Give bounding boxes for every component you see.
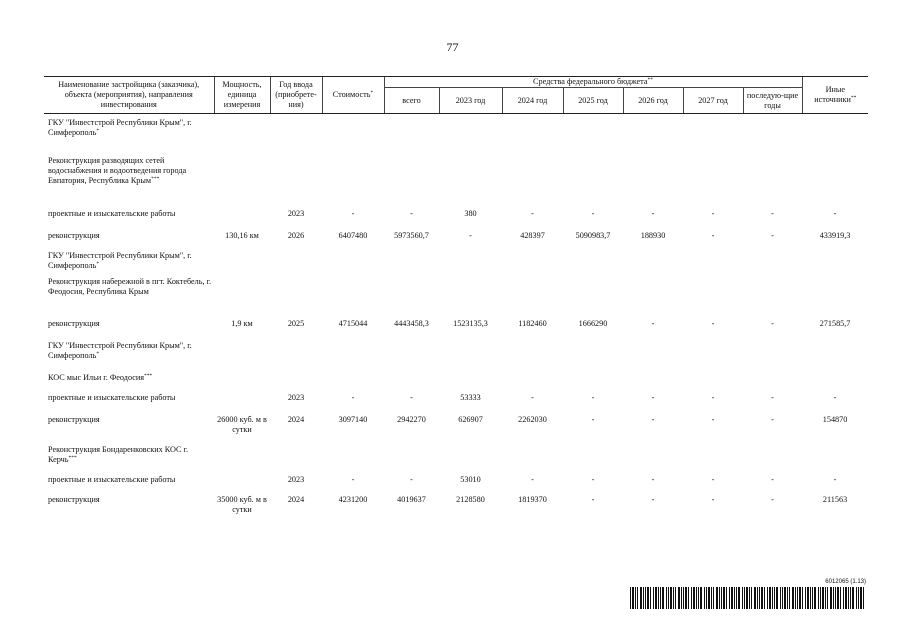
header-other-sources: Иные источники** — [802, 77, 868, 114]
cell-0 — [214, 389, 270, 411]
cell-7: - — [651, 414, 655, 424]
cell-6: - — [591, 474, 595, 484]
cell-0 — [214, 205, 270, 227]
cell-0: 1,9 км — [231, 318, 253, 328]
barcode-bar — [782, 587, 783, 609]
cell-3: 4443458,3 — [394, 318, 429, 328]
header-sub-4: 2026 год — [623, 88, 683, 114]
header-capacity: Мощность, единица измерения — [214, 77, 270, 114]
barcode-bar — [698, 587, 699, 609]
barcode-bar — [767, 587, 768, 609]
barcode-bar — [668, 587, 669, 609]
barcode-bar — [830, 587, 832, 609]
header-sub-0: всего — [384, 88, 439, 114]
barcode-bar — [799, 587, 801, 609]
barcode-bar — [764, 587, 765, 609]
barcode-bar — [685, 587, 687, 609]
table-row — [44, 491, 868, 515]
row-name: Реконструкция Бондаренковских КОС г. Керчь*** — [48, 444, 189, 464]
barcode-bar — [848, 587, 849, 609]
cell-9: - — [771, 208, 774, 218]
page-number: 77 — [446, 40, 459, 54]
row-name: проектные и изыскательские работы — [48, 474, 176, 484]
barcode-bar — [647, 587, 649, 609]
row-name: реконструкция — [48, 230, 100, 240]
cell-7: - — [651, 392, 655, 402]
cell-3: - — [410, 392, 413, 402]
barcode-bar — [746, 587, 748, 609]
cell-5: - — [531, 474, 534, 484]
section-row — [44, 337, 868, 369]
barcode-bar — [795, 587, 796, 609]
cell-5: - — [531, 392, 534, 402]
header-sub-1: 2023 год — [439, 88, 502, 114]
row-name: реконструкция — [48, 494, 100, 504]
barcode-bar — [820, 587, 821, 609]
cell-7: 188930 — [640, 230, 666, 240]
cell-10: 271585,7 — [819, 318, 851, 328]
header-cost: Стоимость* — [322, 77, 384, 114]
cell-8: - — [711, 392, 715, 402]
cell-1: 2023 — [287, 208, 305, 218]
cell-10: 211563 — [822, 494, 848, 504]
row-name: проектные и изыскательские работы — [48, 392, 176, 402]
cell-2: 4715044 — [338, 318, 368, 328]
barcode-bar — [863, 587, 864, 609]
cell-9: - — [771, 230, 774, 240]
cell-2: 3097140 — [338, 414, 368, 424]
cell-7: - — [651, 208, 655, 218]
table-row — [44, 471, 868, 491]
barcode-bar — [711, 587, 712, 609]
barcode-bar — [814, 587, 816, 609]
barcode-bar — [708, 587, 710, 609]
cell-8: - — [711, 208, 715, 218]
barcode-bar — [774, 587, 775, 609]
barcode-bar — [742, 587, 743, 609]
barcode-bar — [772, 587, 773, 609]
row-name: ГКУ "Инвестстрой Республики Крым", г. Симферополь* — [48, 250, 192, 270]
barcode-bar — [721, 587, 722, 609]
table-row — [44, 389, 868, 411]
row-name: ГКУ "Инвестстрой Республики Крым", г. Симферополь* — [48, 340, 192, 360]
cell-8: - — [711, 494, 715, 504]
cell-8: - — [711, 230, 715, 240]
cell-10: - — [833, 392, 837, 402]
cell-3: - — [410, 208, 413, 218]
cell-4: 626907 — [458, 414, 483, 424]
barcode-bar — [759, 587, 760, 609]
barcode — [630, 579, 866, 609]
barcode-bar — [691, 587, 692, 609]
barcode-bar — [673, 587, 674, 609]
barcode-bar — [784, 587, 786, 609]
barcode-bar — [860, 587, 862, 609]
section-row — [44, 114, 868, 152]
barcode-bar — [723, 587, 725, 609]
header-year: Год ввода (приобрете-ния) — [270, 77, 322, 114]
cell-1: 2024 — [287, 494, 305, 504]
cell-0 — [214, 471, 270, 491]
header-sub-5: 2027 год — [683, 88, 743, 114]
barcode-label: 6012065 (1.13) — [825, 579, 866, 585]
barcode-bar — [827, 587, 828, 609]
cell-4: 53333 — [460, 392, 481, 402]
section-row — [44, 152, 868, 205]
cell-3: - — [410, 474, 413, 484]
cell-10: - — [833, 474, 837, 484]
barcode-bar — [856, 587, 857, 609]
barcode-bar — [700, 587, 702, 609]
cell-6: 5090983,7 — [575, 230, 611, 240]
barcode-bar — [706, 587, 707, 609]
barcode-bar — [729, 587, 730, 609]
cell-9: - — [771, 414, 774, 424]
barcode-bar — [858, 587, 859, 609]
cell-1: 2023 — [287, 474, 305, 484]
barcode-bar — [635, 587, 636, 609]
cell-9: - — [771, 318, 774, 328]
cell-2: - — [351, 208, 355, 218]
cell-3: 5973560,7 — [394, 230, 429, 240]
cell-1: 2024 — [287, 414, 305, 424]
barcode-bar — [810, 587, 811, 609]
barcode-bar — [797, 587, 798, 609]
cell-6: - — [591, 494, 595, 504]
cell-2: 6407480 — [338, 230, 368, 240]
barcode-bar — [640, 587, 642, 609]
row-name: проектные и изыскательские работы — [48, 208, 176, 218]
barcode-bar — [670, 587, 672, 609]
barcode-bars — [630, 587, 866, 609]
cell-5: - — [531, 208, 534, 218]
cell-5: 1182460 — [518, 318, 547, 328]
cell-5: 2262030 — [518, 414, 547, 424]
barcode-bar — [792, 587, 794, 609]
table-row — [44, 227, 868, 247]
barcode-bar — [688, 587, 689, 609]
barcode-bar — [658, 587, 659, 609]
header-sub-6: последую-щие годы — [743, 88, 802, 114]
barcode-bar — [825, 587, 826, 609]
table-row — [44, 205, 868, 227]
header-federal-budget: Средства федерального бюджета** — [384, 77, 802, 88]
row-name: Реконструкция набережной в пгт. Коктебель, г. Феодосия, Республика Крым — [48, 276, 212, 296]
barcode-bar — [802, 587, 803, 609]
barcode-bar — [761, 587, 763, 609]
barcode-bar — [632, 587, 634, 609]
cell-1: 2026 — [287, 230, 305, 240]
barcode-bar — [837, 587, 839, 609]
section-row — [44, 247, 868, 273]
barcode-bar — [696, 587, 697, 609]
barcode-bar — [843, 587, 844, 609]
barcode-bar — [812, 587, 813, 609]
cell-3: 2942270 — [397, 414, 426, 424]
cell-1: 2025 — [287, 318, 305, 328]
barcode-bar — [675, 587, 676, 609]
cell-8: - — [711, 474, 715, 484]
barcode-bar — [835, 587, 836, 609]
cell-10: - — [833, 208, 837, 218]
barcode-bar — [833, 587, 834, 609]
barcode-bar — [822, 587, 824, 609]
barcode-bar — [744, 587, 745, 609]
cell-4: 2128580 — [456, 494, 485, 504]
cell-6: - — [591, 208, 595, 218]
cell-7: - — [651, 474, 655, 484]
cell-1: 2023 — [287, 392, 305, 402]
barcode-bar — [643, 587, 644, 609]
barcode-bar — [637, 587, 638, 609]
barcode-bar — [738, 587, 740, 609]
barcode-bar — [719, 587, 720, 609]
barcode-bar — [660, 587, 661, 609]
barcode-bar — [751, 587, 752, 609]
section-row — [44, 273, 868, 315]
barcode-bar — [726, 587, 727, 609]
barcode-bar — [683, 587, 684, 609]
barcode-bar — [678, 587, 680, 609]
barcode-bar — [653, 587, 654, 609]
barcode-bar — [713, 587, 714, 609]
barcode-bar — [757, 587, 758, 609]
barcode-bar — [681, 587, 682, 609]
cell-10: 154870 — [822, 414, 848, 424]
section-row — [44, 369, 868, 389]
barcode-bar — [736, 587, 737, 609]
cell-5: 1819370 — [518, 494, 547, 504]
cell-2: - — [351, 474, 355, 484]
cell-9: - — [771, 474, 774, 484]
row-name: Реконструкция разводящих сетей водоснабжения и водоотведения города Евпатория, Республика Крым*** — [48, 155, 187, 185]
cell-2: - — [351, 392, 355, 402]
barcode-bar — [787, 587, 788, 609]
cell-3: 4019637 — [397, 494, 426, 504]
barcode-bar — [645, 587, 646, 609]
cell-4: 1523135,3 — [453, 318, 488, 328]
row-name: реконструкция — [48, 414, 100, 424]
barcode-bar — [805, 587, 806, 609]
row-name: ГКУ "Инвестстрой Республики Крым", г. Симферополь* — [48, 118, 192, 137]
cell-6: - — [591, 414, 595, 424]
barcode-bar — [749, 587, 750, 609]
cell-4: 380 — [464, 208, 477, 218]
cell-6: 1666290 — [578, 318, 608, 328]
cell-7: - — [651, 318, 655, 328]
barcode-bar — [650, 587, 651, 609]
barcode-bar — [693, 587, 695, 609]
barcode-bar — [845, 587, 847, 609]
header-sub-2: 2024 год — [502, 88, 563, 114]
barcode-bar — [840, 587, 841, 609]
row-name: реконструкция — [48, 318, 100, 328]
cell-0: 130,16 км — [225, 230, 259, 240]
cell-9: - — [771, 392, 774, 402]
barcode-bar — [716, 587, 718, 609]
barcode-bar — [769, 587, 771, 609]
barcode-bar — [852, 587, 854, 609]
barcode-bar — [734, 587, 735, 609]
cell-9: - — [771, 494, 774, 504]
barcode-bar — [789, 587, 790, 609]
cell-0: 26000 куб. м в сутки — [217, 414, 267, 434]
barcode-bar — [780, 587, 781, 609]
barcode-bar — [666, 587, 667, 609]
barcode-bar — [704, 587, 705, 609]
cell-4: 53010 — [460, 474, 481, 484]
barcode-bar — [818, 587, 819, 609]
cell-0: 35000 куб. м в сутки — [217, 494, 267, 514]
cell-8: - — [711, 414, 715, 424]
table-row — [44, 315, 868, 337]
cell-2: 4231200 — [338, 494, 368, 504]
header-name: Наименование застройщика (заказчика), объекта (мероприятия), направления инвестирования — [44, 77, 214, 114]
barcode-bar — [850, 587, 851, 609]
cell-8: - — [711, 318, 715, 328]
cell-7: - — [651, 494, 655, 504]
barcode-bar — [776, 587, 778, 609]
barcode-bar — [630, 587, 631, 609]
barcode-bar — [754, 587, 756, 609]
cell-6: - — [591, 392, 595, 402]
investment-table — [44, 76, 868, 515]
barcode-bar — [655, 587, 657, 609]
section-row — [44, 441, 868, 471]
barcode-bar — [662, 587, 664, 609]
row-name: КОС мыс Ильи г. Феодосия*** — [48, 372, 153, 382]
cell-4: - — [469, 230, 472, 240]
barcode-bar — [731, 587, 733, 609]
cell-5: 428397 — [520, 230, 545, 240]
header-sub-3: 2025 год — [563, 88, 623, 114]
barcode-bar — [807, 587, 809, 609]
table-row — [44, 411, 868, 441]
cell-10: 433919,3 — [819, 230, 851, 240]
